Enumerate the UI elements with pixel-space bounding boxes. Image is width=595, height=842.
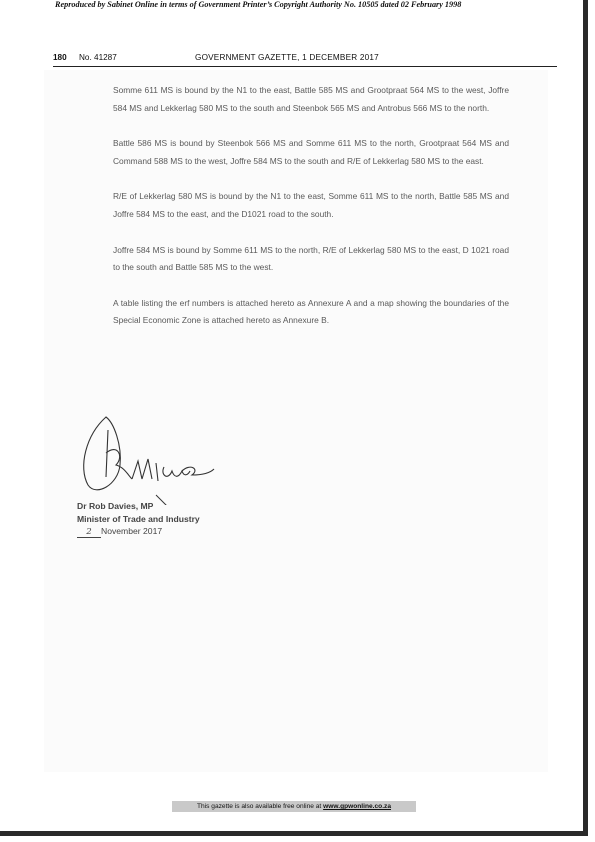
body-text — [113, 82, 509, 348]
reproduction-notice: Reproduced by Sabinet Online in terms of Government Printer’s Copyright Authority No. 10505 dated 02 February 1998 — [55, 0, 462, 9]
footer-bar — [172, 801, 416, 812]
handwritten-signature — [78, 405, 218, 505]
paragraph: Somme 611 MS is bound by the N1 to the east, Battle 585 MS and Grootpraat 564 MS to the west, Joffre 584 MS and Lekkerlag 580 MS to the south and Steenbok 565 MS and Antrobus 566 MS to the north. — [113, 85, 509, 113]
footer-text: This gazette is also available free online at — [196, 803, 322, 810]
paragraph: R/E of Lekkerlag 580 MS is bound by the N1 to the east, Somme 611 MS to the north, Battle 585 MS and Joffre 584 MS to the east, and the D1021 road to the south. — [113, 191, 509, 219]
signatory-position: Minister of Trade and Industry — [77, 513, 200, 524]
gazette-number: No. 41287 — [79, 53, 117, 62]
paragraph: Joffre 584 MS is bound by Somme 611 MS to the north, R/E of Lekkerlag 580 MS to the east, D 1021 road to the south and Battle 585 MS to the west. — [113, 244, 509, 273]
signatory-name: Dr Rob Davies, MP — [77, 501, 154, 511]
page-number: 180 — [53, 53, 67, 62]
gazette-header — [53, 51, 557, 67]
signature-month-year: November 2017 — [101, 526, 163, 536]
footer-link[interactable]: www.gpwonline.co.za — [323, 803, 391, 810]
gazette-title: GOVERNMENT GAZETTE, 1 DECEMBER 2017 — [195, 53, 379, 62]
paragraph: Battle 586 MS is bound by Steenbok 566 MS and Somme 611 MS to the north, Grootpraat 564 MS and Command 588 MS to the west, Joffre 584 MS to the south and R/E of Lekkerlag 580 MS to the east. — [113, 138, 509, 166]
signatory-block — [77, 500, 200, 538]
signature-date — [77, 525, 200, 538]
paragraph: A table listing the erf numbers is attached hereto as Annexure A and a map showing the boundaries of the Special Economic Zone is attached hereto as Annexure B. — [113, 297, 509, 326]
signature-day: 2 — [77, 527, 101, 538]
